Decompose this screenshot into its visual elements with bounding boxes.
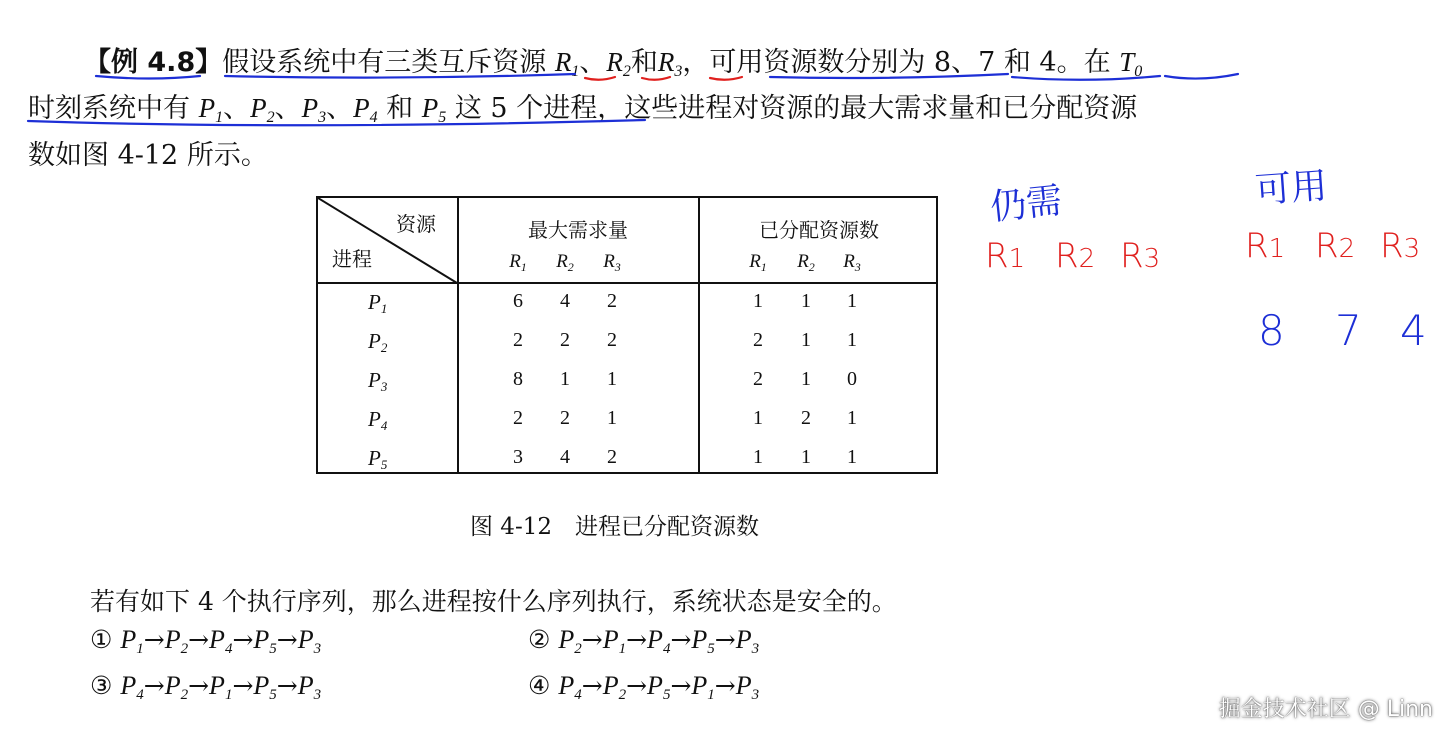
arrow: → <box>232 625 254 654</box>
intro-text: 时刻系统中有 <box>28 93 199 124</box>
option-marker: ③ <box>90 671 121 700</box>
annotation-value: 4 <box>1400 306 1427 355</box>
sequence-process: $P_2$ <box>164 671 189 703</box>
allocated-cell: 1 <box>847 446 857 468</box>
annotation-r-label: R2 <box>1055 236 1096 276</box>
underline-count <box>1012 76 1160 80</box>
sequence-process: $P_2$ <box>164 625 189 657</box>
option-4 <box>528 671 759 704</box>
allocated-cell: 1 <box>801 290 811 312</box>
proc-p4: $P_4$ <box>353 93 378 126</box>
max-demand-cell: 1 <box>607 407 617 429</box>
max-demand-cell: 6 <box>513 290 523 312</box>
underline-mutex <box>225 74 575 78</box>
sequence-process: $P_4$ <box>209 625 233 657</box>
sequence-process: $P_5$ <box>253 625 277 657</box>
annotation-r-label: R3 <box>1120 236 1161 276</box>
allocated-cell: 1 <box>801 446 811 468</box>
process-label: $P_1$ <box>368 290 388 316</box>
sequence-process: $P_4$ <box>120 671 144 703</box>
underline-r3 <box>710 77 742 80</box>
max-demand-cell: 2 <box>560 329 570 351</box>
arrow: → <box>143 671 165 700</box>
annotation-r-label: R2 <box>1315 226 1356 266</box>
proc-p3: $P_3$ <box>301 93 327 126</box>
arrow: → <box>143 625 165 654</box>
sep: 、 <box>579 47 607 78</box>
resource-col-header: $R_2$ <box>556 251 574 274</box>
allocated-cell: 0 <box>847 368 857 390</box>
and-text: 和 <box>630 47 658 78</box>
sequence-process: $P_3$ <box>735 671 760 703</box>
annotation-value: 7 <box>1335 306 1362 355</box>
max-demand-cell: 1 <box>560 368 570 390</box>
max-demand-cell: 2 <box>560 407 570 429</box>
arrow: → <box>188 671 210 700</box>
sequence-process: $P_5$ <box>691 625 715 657</box>
resource-r1: $R_1$ <box>554 47 580 80</box>
underline-r1 <box>585 77 615 80</box>
intro-line-2: 时刻系统中有 $P_1$、$P_2$、$P_3$、$P_4$ 和 $P_5$ 这 5 个进程，这些进程对资源的最大需求量和已分配资源 <box>28 93 1138 126</box>
allocated-cell: 1 <box>801 329 811 351</box>
option-1 <box>90 625 321 658</box>
max-demand-cell: 3 <box>513 446 523 468</box>
arrow: → <box>188 625 210 654</box>
sequence-process: $P_2$ <box>558 625 582 657</box>
process-label: $P_4$ <box>368 407 388 433</box>
intro-text: 假设系统中有三类互斥资源 <box>222 47 555 78</box>
process-label: $P_5$ <box>368 446 388 472</box>
allocated-cell: 2 <box>801 407 811 429</box>
arrow: → <box>670 625 692 654</box>
max-demand-cell: 8 <box>513 368 523 390</box>
process-label: $P_3$ <box>368 368 388 394</box>
allocated-cell: 1 <box>847 329 857 351</box>
max-demand-cell: 2 <box>513 329 523 351</box>
resource-r3: $R_3$ <box>657 47 683 80</box>
sequence-process: $P_1$ <box>209 671 233 703</box>
arrow: → <box>714 671 736 700</box>
figure-caption: 图 4-12 进程已分配资源数 <box>470 514 759 540</box>
annotation-r-label: R1 <box>1245 226 1286 266</box>
watermark: 掘金技术社区 @ Linn <box>1218 697 1433 722</box>
arrow: → <box>276 625 298 654</box>
annotation-available: 可用 <box>1253 165 1329 212</box>
proc-p2: $P_2$ <box>250 93 275 126</box>
sequence-process: $P_3$ <box>735 625 760 657</box>
resource-table <box>316 196 938 474</box>
intro-line-3: 数如图 4-12 所示。 <box>28 140 268 171</box>
max-demand-cell: 4 <box>560 290 570 312</box>
sequence-process: $P_2$ <box>602 671 627 703</box>
sequence-process: $P_5$ <box>647 671 671 703</box>
process-label: $P_2$ <box>368 329 388 355</box>
resource-col-header: $R_3$ <box>603 251 621 274</box>
option-3 <box>90 671 321 704</box>
annotation-r-label: R1 <box>985 236 1026 276</box>
max-demand-cell: 4 <box>560 446 570 468</box>
arrow: → <box>626 671 648 700</box>
underline-line2 <box>28 120 645 125</box>
corner-resource-label: 资源 <box>396 212 436 236</box>
resource-col-header: $R_2$ <box>797 251 815 274</box>
arrow: → <box>276 671 298 700</box>
resource-col-header: $R_3$ <box>843 251 861 274</box>
sequence-process: $P_1$ <box>691 671 715 703</box>
max-demand-cell: 2 <box>607 329 617 351</box>
arrow: → <box>714 625 736 654</box>
intro-text: ，可用资源数分别为 8、7 和 4。在 <box>682 47 1120 78</box>
sequence-process: $P_1$ <box>120 625 144 657</box>
allocated-cell: 1 <box>847 407 857 429</box>
option-marker: ④ <box>528 671 559 700</box>
annotation-still-need: 仍需 <box>988 180 1065 229</box>
annotation-r-label: R3 <box>1380 226 1421 266</box>
proc-p1: $P_1$ <box>198 93 224 126</box>
arrow: → <box>581 671 603 700</box>
resource-col-header: $R_1$ <box>749 251 767 274</box>
max-demand-cell: 2 <box>513 407 523 429</box>
allocated-header: 已分配资源数 <box>759 218 879 242</box>
allocated-cell: 1 <box>847 290 857 312</box>
sequence-process: $P_5$ <box>253 671 277 703</box>
corner-process-label: 进程 <box>332 247 372 271</box>
underline-available <box>770 74 1008 78</box>
sequence-process: $P_1$ <box>602 625 627 657</box>
sequence-process: $P_3$ <box>297 671 322 703</box>
intro-text: 这 5 个进程，这些进程对资源的最大需求量和已分配资源 <box>446 93 1138 124</box>
arrow: → <box>626 625 648 654</box>
sequence-process: $P_4$ <box>647 625 671 657</box>
arrow: → <box>232 671 254 700</box>
allocated-cell: 2 <box>753 368 763 390</box>
max-demand-header: 最大需求量 <box>528 218 628 242</box>
time-t0: $T_0$ <box>1119 47 1143 80</box>
sequence-process: $P_4$ <box>558 671 582 703</box>
option-marker: ② <box>528 625 559 654</box>
option-marker: ① <box>90 625 121 654</box>
allocated-cell: 1 <box>753 290 763 312</box>
underline-example <box>96 76 200 79</box>
question-text: 若有如下 4 个执行序列，那么进程按什么序列执行，系统状态是安全的。 <box>90 587 897 616</box>
option-2 <box>528 625 759 658</box>
sequence-process: $P_3$ <box>297 625 322 657</box>
underline-r2 <box>642 77 670 80</box>
allocated-cell: 2 <box>753 329 763 351</box>
max-demand-cell: 1 <box>607 368 617 390</box>
allocated-cell: 1 <box>801 368 811 390</box>
allocated-cell: 1 <box>753 446 763 468</box>
annotation-value: 8 <box>1258 306 1285 355</box>
example-label: 【例 4.8】 <box>84 47 223 78</box>
resource-col-header: $R_1$ <box>509 251 527 274</box>
max-demand-cell: 2 <box>607 446 617 468</box>
arrow: → <box>581 625 603 654</box>
resource-r2: $R_2$ <box>606 47 631 80</box>
proc-p5: $P_5$ <box>421 93 447 126</box>
allocated-cell: 1 <box>753 407 763 429</box>
underline-t0 <box>1165 74 1238 79</box>
arrow: → <box>670 671 692 700</box>
max-demand-cell: 2 <box>607 290 617 312</box>
